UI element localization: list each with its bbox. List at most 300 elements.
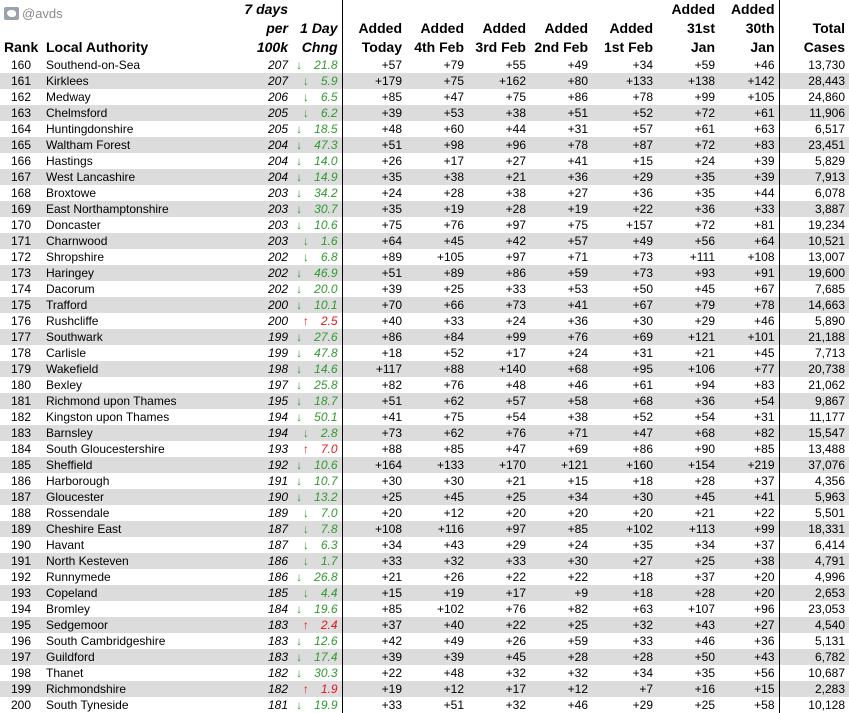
chg-cell	[292, 665, 342, 681]
feb1-cell: +78	[592, 89, 657, 105]
feb4-cell: +88	[406, 361, 468, 377]
feb2-cell: +49	[530, 57, 592, 73]
today-cell: +164	[342, 457, 406, 473]
name-cell: Shropshire	[42, 249, 228, 265]
chg-value: 6.8	[320, 250, 338, 264]
rank-cell: 175	[0, 297, 42, 313]
chg-cell	[292, 457, 342, 473]
total-cell: 23,451	[779, 137, 849, 153]
chg-cell	[292, 265, 342, 281]
rank-cell: 180	[0, 377, 42, 393]
rate-cell: 207	[228, 73, 292, 89]
rate-cell: 182	[228, 681, 292, 697]
feb2-cell: +19	[530, 201, 592, 217]
feb4-cell: +40	[406, 617, 468, 633]
rate-cell: 202	[228, 265, 292, 281]
total-cell: 19,600	[779, 265, 849, 281]
table-row	[0, 457, 849, 473]
feb2-cell: +80	[530, 73, 592, 89]
chg-cell	[292, 185, 342, 201]
total-cell: 21,188	[779, 329, 849, 345]
table-row	[0, 425, 849, 441]
total-cell: 7,685	[779, 281, 849, 297]
chg-value: 6.2	[320, 106, 338, 120]
today-cell: +25	[342, 489, 406, 505]
feb2-cell: +57	[530, 233, 592, 249]
name-cell: Dacorum	[42, 281, 228, 297]
feb1-cell: +27	[592, 553, 657, 569]
jan31-cell: +43	[657, 617, 719, 633]
total-cell: 9,867	[779, 393, 849, 409]
table-row	[0, 105, 849, 121]
col-header-jan30: Added 30th Jan	[730, 1, 775, 55]
jan30-cell: +82	[719, 425, 779, 441]
table-row	[0, 137, 849, 153]
chg-cell	[292, 425, 342, 441]
rank-cell: 176	[0, 313, 42, 329]
feb3-cell: +38	[468, 185, 530, 201]
feb3-cell: +17	[468, 681, 530, 697]
jan30-cell: +20	[719, 569, 779, 585]
feb3-cell: +55	[468, 57, 530, 73]
table-row	[0, 489, 849, 505]
feb1-cell: +15	[592, 153, 657, 169]
feb2-cell: +41	[530, 297, 592, 313]
jan31-cell: +99	[657, 89, 719, 105]
total-cell: 7,713	[779, 345, 849, 361]
feb2-cell: +36	[530, 313, 592, 329]
rate-cell: 197	[228, 377, 292, 393]
today-cell: +39	[342, 649, 406, 665]
jan30-cell: +56	[719, 665, 779, 681]
rate-cell: 194	[228, 425, 292, 441]
col-header-rate: 7 days per 100k	[244, 1, 288, 55]
jan30-cell: +20	[719, 585, 779, 601]
feb1-cell: +95	[592, 361, 657, 377]
feb4-cell: +45	[406, 489, 468, 505]
rate-cell: 203	[228, 201, 292, 217]
feb3-cell: +32	[468, 665, 530, 681]
arrow-down-icon: ↓	[296, 202, 303, 216]
feb1-cell: +157	[592, 217, 657, 233]
arrow-down-icon: ↓	[296, 570, 303, 584]
jan30-cell: +99	[719, 521, 779, 537]
feb1-cell: +29	[592, 697, 657, 713]
rate-cell: 185	[228, 585, 292, 601]
jan31-cell: +37	[657, 569, 719, 585]
chg-value: 18.7	[314, 394, 338, 408]
jan31-cell: +21	[657, 505, 719, 521]
rank-cell: 190	[0, 537, 42, 553]
rank-cell: 194	[0, 601, 42, 617]
rank-cell: 172	[0, 249, 42, 265]
table-row	[0, 249, 849, 265]
jan30-cell: +58	[719, 697, 779, 713]
table-row	[0, 393, 849, 409]
jan30-cell: +83	[719, 377, 779, 393]
jan31-cell: +107	[657, 601, 719, 617]
feb2-cell: +85	[530, 521, 592, 537]
today-cell: +21	[342, 569, 406, 585]
arrow-down-icon: ↓	[296, 410, 303, 424]
rate-cell: 198	[228, 361, 292, 377]
jan31-cell: +36	[657, 393, 719, 409]
arrow-down-icon: ↓	[296, 490, 303, 504]
col-header-chg: 1 Day Chng	[300, 20, 338, 55]
feb3-cell: +54	[468, 409, 530, 425]
today-cell: +26	[342, 153, 406, 169]
arrow-up-icon: ↑	[302, 314, 309, 328]
arrow-down-icon: ↓	[296, 218, 303, 232]
today-cell: +75	[342, 217, 406, 233]
chg-cell	[292, 217, 342, 233]
jan30-cell: +27	[719, 617, 779, 633]
chg-value: 2.4	[320, 618, 338, 632]
chg-value: 7.8	[320, 522, 338, 536]
chg-value: 5.9	[320, 74, 338, 88]
chg-value: 1.6	[320, 234, 338, 248]
arrow-down-icon: ↓	[302, 586, 309, 600]
jan31-cell: +21	[657, 345, 719, 361]
feb2-cell: +51	[530, 105, 592, 121]
jan31-cell: +72	[657, 217, 719, 233]
feb1-cell: +73	[592, 249, 657, 265]
feb3-cell: +75	[468, 89, 530, 105]
name-cell: Haringey	[42, 265, 228, 281]
arrow-down-icon: ↓	[296, 602, 303, 616]
table-row	[0, 681, 849, 697]
feb4-cell: +53	[406, 105, 468, 121]
chg-value: 47.3	[314, 138, 338, 152]
feb4-cell: +76	[406, 217, 468, 233]
feb1-cell: +133	[592, 73, 657, 89]
jan31-cell: +93	[657, 265, 719, 281]
jan31-cell: +72	[657, 137, 719, 153]
today-cell: +82	[342, 377, 406, 393]
chg-cell	[292, 681, 342, 697]
today-cell: +30	[342, 473, 406, 489]
arrow-down-icon: ↓	[296, 474, 303, 488]
total-cell: 3,887	[779, 201, 849, 217]
feb1-cell: +52	[592, 409, 657, 425]
chg-value: 26.8	[314, 570, 338, 584]
arrow-down-icon: ↓	[302, 234, 309, 248]
total-cell: 13,730	[779, 57, 849, 73]
today-cell: +89	[342, 249, 406, 265]
chg-value: 1.7	[320, 554, 338, 568]
feb4-cell: +85	[406, 441, 468, 457]
feb2-cell: +59	[530, 265, 592, 281]
feb4-cell: +105	[406, 249, 468, 265]
jan30-cell: +96	[719, 601, 779, 617]
rank-cell: 196	[0, 633, 42, 649]
rate-cell: 193	[228, 441, 292, 457]
name-cell: North Kesteven	[42, 553, 228, 569]
chg-value: 30.7	[314, 202, 338, 216]
col-header-total: Total Cases	[779, 0, 849, 57]
total-cell: 28,443	[779, 73, 849, 89]
feb1-cell: +50	[592, 281, 657, 297]
table-row	[0, 409, 849, 425]
feb4-cell: +79	[406, 57, 468, 73]
arrow-down-icon: ↓	[296, 154, 303, 168]
feb3-cell: +96	[468, 137, 530, 153]
feb3-cell: +76	[468, 601, 530, 617]
feb4-cell: +52	[406, 345, 468, 361]
today-cell: +33	[342, 697, 406, 713]
name-cell: Thanet	[42, 665, 228, 681]
chg-cell	[292, 105, 342, 121]
feb3-cell: +48	[468, 377, 530, 393]
feb4-cell: +116	[406, 521, 468, 537]
rate-cell: 190	[228, 489, 292, 505]
name-cell: Broxtowe	[42, 185, 228, 201]
arrow-down-icon: ↓	[296, 186, 303, 200]
feb2-cell: +9	[530, 585, 592, 601]
chg-cell	[292, 393, 342, 409]
jan31-cell: +35	[657, 185, 719, 201]
chg-value: 25.8	[314, 378, 338, 392]
total-cell: 5,829	[779, 153, 849, 169]
chg-value: 10.7	[314, 474, 338, 488]
chg-cell	[292, 361, 342, 377]
rate-cell: 183	[228, 617, 292, 633]
rank-cell: 197	[0, 649, 42, 665]
chg-value: 4.4	[320, 586, 338, 600]
rank-cell: 200	[0, 697, 42, 713]
arrow-down-icon: ↓	[302, 106, 309, 120]
arrow-down-icon: ↓	[296, 346, 303, 360]
table-row	[0, 537, 849, 553]
feb4-cell: +75	[406, 73, 468, 89]
chg-cell	[292, 473, 342, 489]
rate-cell: 192	[228, 457, 292, 473]
feb3-cell: +76	[468, 425, 530, 441]
rank-cell: 168	[0, 185, 42, 201]
name-cell: Carlisle	[42, 345, 228, 361]
arrow-down-icon: ↓	[302, 426, 309, 440]
feb3-cell: +47	[468, 441, 530, 457]
rank-cell: 184	[0, 441, 42, 457]
chg-cell	[292, 137, 342, 153]
today-cell: +70	[342, 297, 406, 313]
feb4-cell: +133	[406, 457, 468, 473]
rate-cell: 203	[228, 217, 292, 233]
rate-cell: 191	[228, 473, 292, 489]
jan31-cell: +36	[657, 201, 719, 217]
col-header-feb1: Added 1st Feb	[603, 20, 653, 55]
arrow-down-icon: ↓	[302, 250, 309, 264]
arrow-down-icon: ↓	[296, 650, 303, 664]
col-header-today: Added Today	[342, 0, 406, 57]
feb4-cell: +19	[406, 585, 468, 601]
feb1-cell: +34	[592, 57, 657, 73]
rate-cell: 202	[228, 281, 292, 297]
jan31-cell: +79	[657, 297, 719, 313]
name-cell: Rossendale	[42, 505, 228, 521]
rate-cell: 181	[228, 697, 292, 713]
name-cell: Kirklees	[42, 73, 228, 89]
name-cell: Barnsley	[42, 425, 228, 441]
feb3-cell: +22	[468, 617, 530, 633]
today-cell: +35	[342, 169, 406, 185]
jan31-cell: +50	[657, 649, 719, 665]
rate-cell: 187	[228, 537, 292, 553]
feb2-cell: +58	[530, 393, 592, 409]
arrow-down-icon: ↓	[296, 394, 303, 408]
rate-cell: 195	[228, 393, 292, 409]
feb2-cell: +30	[530, 553, 592, 569]
feb1-cell: +68	[592, 393, 657, 409]
chg-cell	[292, 345, 342, 361]
name-cell: Harborough	[42, 473, 228, 489]
chg-value: 21.8	[314, 58, 338, 72]
arrow-down-icon: ↓	[302, 522, 309, 536]
jan30-cell: +39	[719, 153, 779, 169]
feb1-cell: +63	[592, 601, 657, 617]
arrow-down-icon: ↓	[296, 634, 303, 648]
feb4-cell: +102	[406, 601, 468, 617]
feb1-cell: +18	[592, 569, 657, 585]
feb3-cell: +57	[468, 393, 530, 409]
jan30-cell: +61	[719, 105, 779, 121]
name-cell: West Lancashire	[42, 169, 228, 185]
feb2-cell: +25	[530, 617, 592, 633]
rank-cell: 164	[0, 121, 42, 137]
feb2-cell: +78	[530, 137, 592, 153]
jan30-cell: +37	[719, 537, 779, 553]
jan30-cell: +219	[719, 457, 779, 473]
feb1-cell: +28	[592, 649, 657, 665]
jan30-cell: +81	[719, 217, 779, 233]
rank-cell: 195	[0, 617, 42, 633]
feb3-cell: +24	[468, 313, 530, 329]
jan31-cell: +45	[657, 281, 719, 297]
today-cell: +22	[342, 665, 406, 681]
table-row	[0, 665, 849, 681]
feb2-cell: +38	[530, 409, 592, 425]
today-cell: +15	[342, 585, 406, 601]
feb1-cell: +87	[592, 137, 657, 153]
rate-cell: 184	[228, 601, 292, 617]
jan30-cell: +85	[719, 441, 779, 457]
rank-cell: 166	[0, 153, 42, 169]
table-row	[0, 441, 849, 457]
arrow-down-icon: ↓	[296, 58, 303, 72]
chg-value: 47.8	[314, 346, 338, 360]
feb3-cell: +17	[468, 345, 530, 361]
chg-value: 14.6	[314, 362, 338, 376]
rank-cell: 167	[0, 169, 42, 185]
feb3-cell: +29	[468, 537, 530, 553]
rate-cell: 186	[228, 569, 292, 585]
chg-value: 2.5	[320, 314, 338, 328]
feb3-cell: +44	[468, 121, 530, 137]
chg-value: 27.6	[314, 330, 338, 344]
total-cell: 24,860	[779, 89, 849, 105]
total-cell: 10,521	[779, 233, 849, 249]
table-row	[0, 89, 849, 105]
feb4-cell: +66	[406, 297, 468, 313]
rank-cell: 185	[0, 457, 42, 473]
total-cell: 6,414	[779, 537, 849, 553]
jan31-cell: +34	[657, 537, 719, 553]
chg-cell	[292, 585, 342, 601]
name-cell: South Cambridgeshire	[42, 633, 228, 649]
feb1-cell: +20	[592, 505, 657, 521]
feb4-cell: +62	[406, 425, 468, 441]
rank-cell: 170	[0, 217, 42, 233]
chg-cell	[292, 553, 342, 569]
total-cell: 6,782	[779, 649, 849, 665]
jan31-cell: +35	[657, 665, 719, 681]
table-row	[0, 265, 849, 281]
feb3-cell: +140	[468, 361, 530, 377]
arrow-down-icon: ↓	[302, 74, 309, 88]
arrow-down-icon: ↓	[296, 362, 303, 376]
total-cell: 21,062	[779, 377, 849, 393]
feb1-cell: +36	[592, 185, 657, 201]
today-cell: +85	[342, 89, 406, 105]
total-cell: 14,663	[779, 297, 849, 313]
today-cell: +40	[342, 313, 406, 329]
name-cell: Bexley	[42, 377, 228, 393]
feb3-cell: +97	[468, 217, 530, 233]
rate-cell: 200	[228, 297, 292, 313]
chg-cell	[292, 489, 342, 505]
rank-cell: 163	[0, 105, 42, 121]
col-header-feb2: Added 2nd Feb	[534, 20, 588, 55]
jan31-cell: +45	[657, 489, 719, 505]
rank-cell: 173	[0, 265, 42, 281]
feb3-cell: +38	[468, 105, 530, 121]
feb4-cell: +38	[406, 169, 468, 185]
today-cell: +41	[342, 409, 406, 425]
jan30-cell: +54	[719, 393, 779, 409]
today-cell: +34	[342, 537, 406, 553]
rank-cell: 199	[0, 681, 42, 697]
feb4-cell: +19	[406, 201, 468, 217]
col-header-feb3: Added 3rd Feb	[475, 20, 526, 55]
feb1-cell: +86	[592, 441, 657, 457]
total-cell: 15,547	[779, 425, 849, 441]
rank-cell: 179	[0, 361, 42, 377]
jan30-cell: +101	[719, 329, 779, 345]
table-row	[0, 473, 849, 489]
table-row	[0, 697, 849, 713]
rank-cell: 174	[0, 281, 42, 297]
chg-cell	[292, 73, 342, 89]
total-cell: 4,356	[779, 473, 849, 489]
rank-cell: 191	[0, 553, 42, 569]
jan30-cell: +64	[719, 233, 779, 249]
today-cell: +179	[342, 73, 406, 89]
col-header-jan31: Added 31st Jan	[671, 1, 715, 55]
jan31-cell: +111	[657, 249, 719, 265]
chg-value: 19.6	[314, 602, 338, 616]
total-cell: 2,283	[779, 681, 849, 697]
rate-cell: 205	[228, 121, 292, 137]
feb2-cell: +24	[530, 345, 592, 361]
arrow-down-icon: ↓	[296, 122, 303, 136]
name-cell: Copeland	[42, 585, 228, 601]
chg-value: 10.1	[314, 298, 338, 312]
table-body	[0, 57, 849, 713]
feb3-cell: +27	[468, 153, 530, 169]
chg-value: 19.9	[314, 698, 338, 712]
today-cell: +51	[342, 393, 406, 409]
feb1-cell: +52	[592, 105, 657, 121]
